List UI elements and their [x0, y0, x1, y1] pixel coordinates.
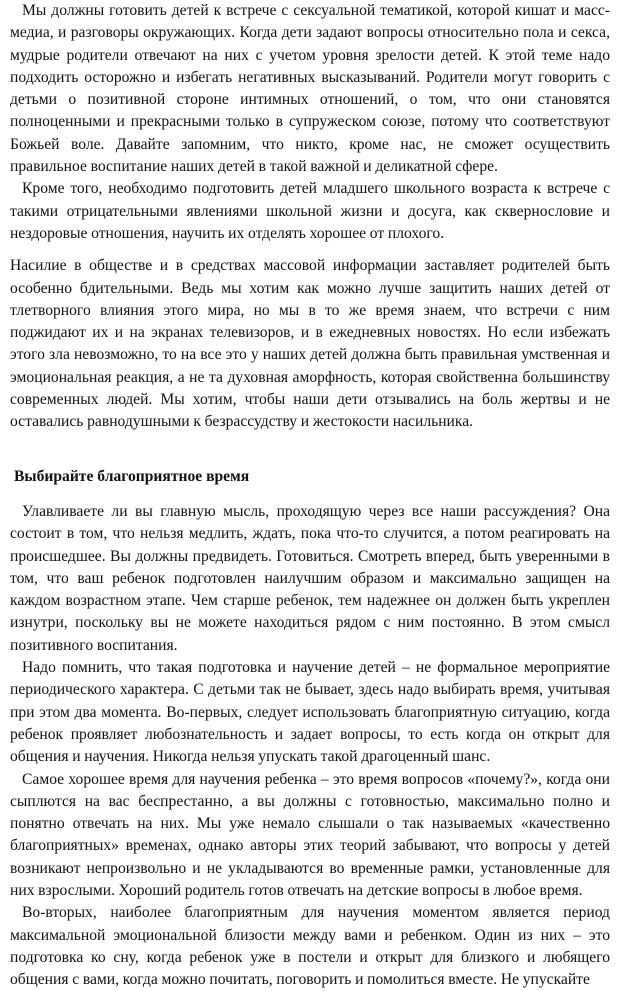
section-heading: Выбирайте благоприятное время	[14, 467, 250, 485]
paragraph-main-idea: Улавливаете ли вы главную мысль, проходящую через все наши рассуждения? Она состоит в том, что нельзя медлить, ждать, пока что-то случится, а потом реагировать на происшедшее. Вы должны предвидеть. Готовиться. Смотреть вперед, быть уверенными в том, что ваш ребенок подготовлен наилучшим образом и максимально защищен на каждом возрастном этапе. Чем старше ребенок, тем надежнее он должен быть укреплен изнутри, поскольку вы не можете находиться рядом с ним постоянно. В этом смысл позитивного воспитания.	[10, 502, 610, 654]
paragraph-emotional-closeness: Во-вторых, наиболее благоприятным для научения моментом является период максимальной эмоциональной близости между вами и ребенком. Один из них – это подготовка ко сну, когда ребенок уже в постели и открыт для близкого и любящего общения с вами, когда можно почитать, поговорить и помолиться вместе. Не упускайте	[10, 904, 610, 989]
section-gap	[10, 434, 610, 466]
paragraph-gap	[10, 245, 610, 255]
paragraph-timing: Надо помнить, что такая подготовка и научение детей – не формальное мероприятие периодического характера. С детьми так не бывает, здесь надо выбирать время, учитывая при этом два момента. Во-первых, следует использовать благоприятную ситуацию, когда ребенок проявляет любознательность и задает вопросы, то есть когда он открыт для общения и научения. Никогда нельзя упускать такой драгоценный шанс.	[10, 659, 610, 766]
paragraph-why-questions: Самое хорошее время для научения ребенка – это время вопросов «почему?», когда они сыплются на вас беспрестанно, а вы должны с готовностью, максимально полно и понятно отвечать на них. Мы уже немало слышали о так называемых «качественно благоприятных» временах, однако авторы этих теорий забывают, что вопросы у детей возникают непроизвольно и не укладываются во временные рамки, установленные для них взрослыми. Хороший родитель готов отвечать на детские вопросы в любое время.	[10, 770, 610, 899]
paragraph-sexual-topics: Мы должны готовить детей к встрече с сексуальной тематикой, которой кишат и масс-медиа, и разговоры окружающих. Когда дети задают вопросы относительно пола и секса, мудрые родители отвечают на них с учетом уровня зрелости детей. К этой теме надо подходить осторожно и избегать негативных высказываний. Родители могут говорить с детьми о позитивной стороне интимных отношений, о том, что они становятся полноценными и прекрасными только в супружеском союзе, потому что соответствуют Божьей воле. Давайте запомним, что никто, кроме нас, не сможет осуществить правильное воспитание наших детей в такой важной и деликатной сфере.	[10, 2, 610, 176]
paragraph-violence: Насилие в обществе и в средствах массовой информации заставляет родителей быть особенно бдительными. Ведь мы хотим как можно лучше защитить наших детей от тлетворного влияния этого мира, но мы в то же время знаем, что встречи с ним поджидают их и на экранах телевизоров, и в ежедневных новостях. Но если избежать этого зла невозможно, то на все это у наших детей должна быть правильная умственная и эмоциональная реакция, а не та духовная аморфность, которая свойственна большинству современных людей. Мы хотим, чтобы наши дети отзывались на боль жертвы и не оставались равнодушными к безрассудству и жестокости насильника.	[10, 257, 610, 431]
document-page	[10, 0, 610, 991]
paragraph-school-phenomena: Кроме того, необходимо подготовить детей младшего школьного возраста к встрече с такими отрицательными явлениями школьной жизни и досуга, как сквернословие и нездоровые отношения, научить их отделять хорошее от плохого.	[10, 180, 610, 242]
heading-gap	[10, 488, 610, 501]
